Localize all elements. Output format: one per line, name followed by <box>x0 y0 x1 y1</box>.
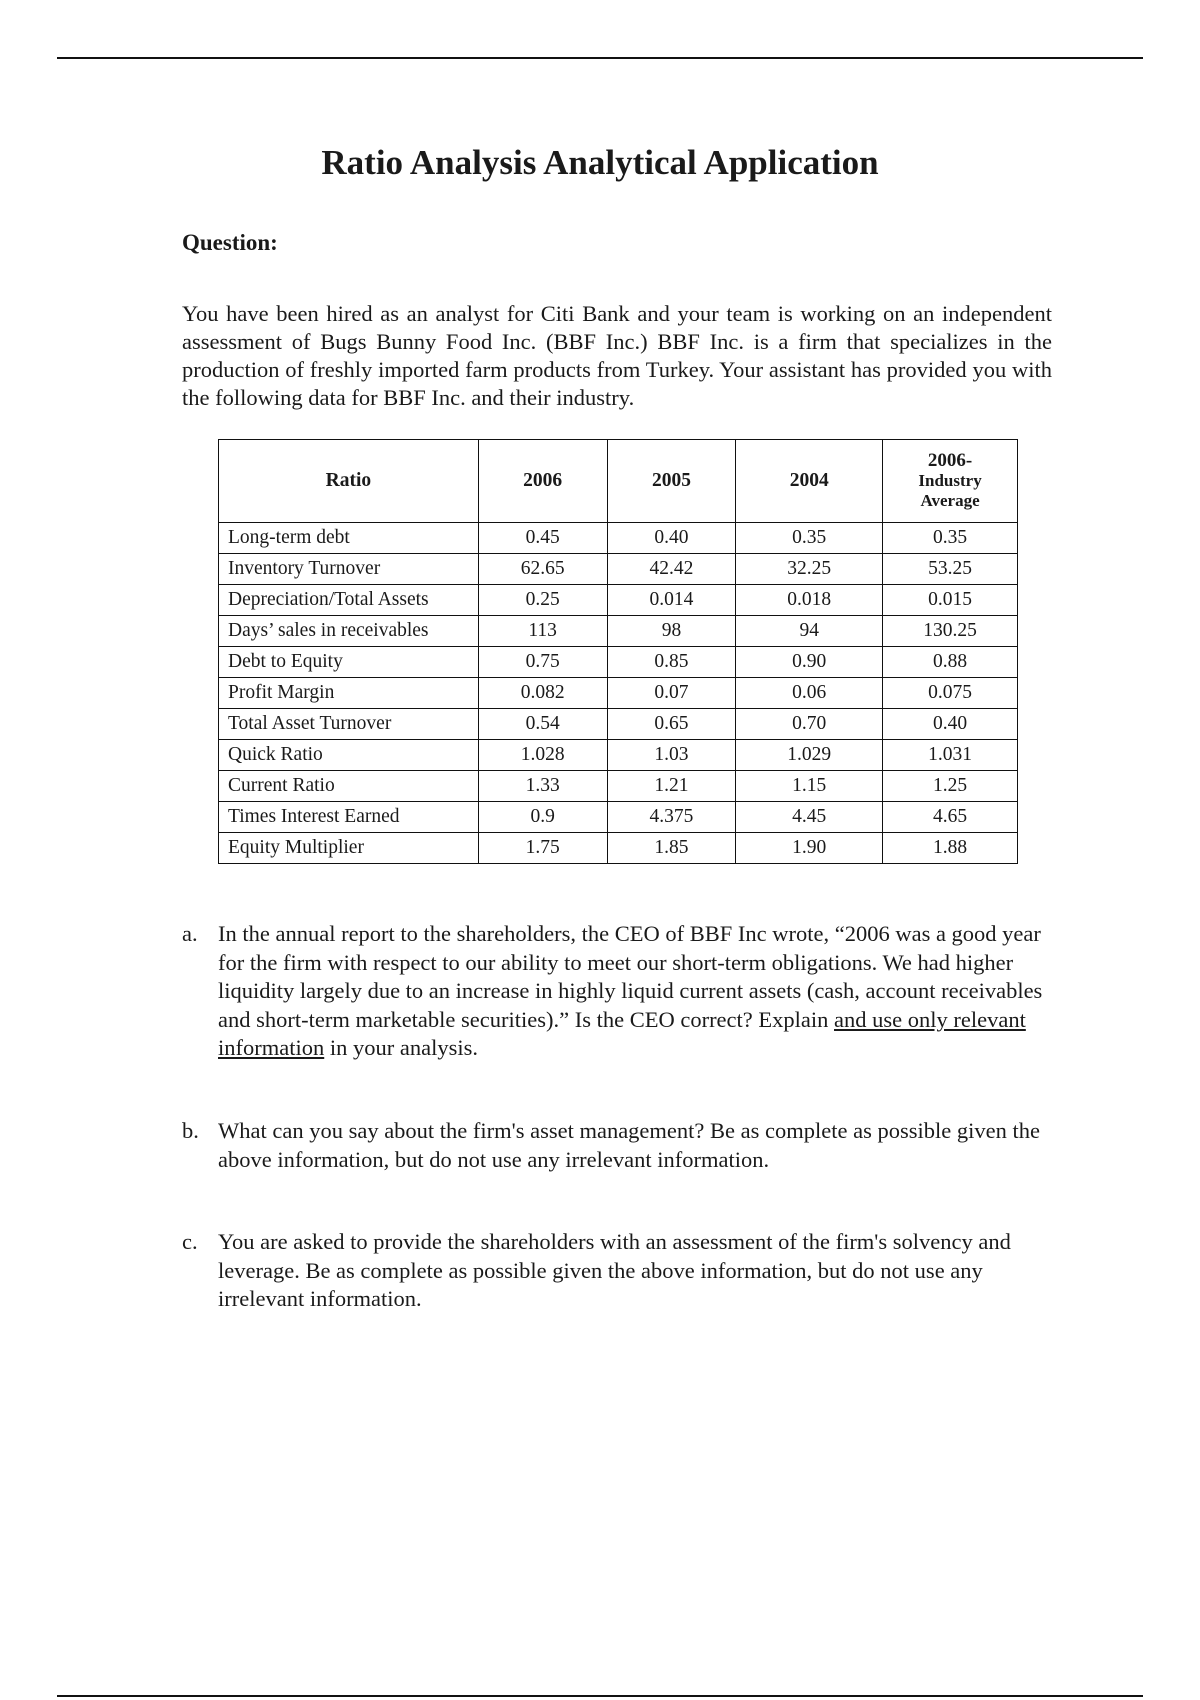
ratio-name-cell: Total Asset Turnover <box>219 709 479 740</box>
header-industry-line1: Industry <box>918 471 982 490</box>
ratio-value-v2006: 1.75 <box>478 833 607 864</box>
ratio-value-v2005: 0.65 <box>607 709 736 740</box>
page-title: Ratio Analysis Analytical Application <box>321 143 879 182</box>
ratio-value-v2006: 0.25 <box>478 585 607 616</box>
ratio-value-v2005: 42.42 <box>607 554 736 585</box>
ratio-value-v2006: 1.028 <box>478 740 607 771</box>
question-b-text: What can you say about the firm's asset management? Be as complete as possible given the above information, but do not use any irrelevant information. <box>218 1118 1040 1172</box>
question-c-text: You are asked to provide the shareholders with an assessment of the firm's solvency and leverage. Be as complete as possible given the above information, but do not use any irrelevant information. <box>218 1229 1011 1311</box>
header-2006: 2006 <box>478 440 607 523</box>
question-b <box>182 1117 1062 1174</box>
ratio-name-cell: Debt to Equity <box>219 647 479 678</box>
ratio-value-v2005: 1.03 <box>607 740 736 771</box>
table-row <box>219 771 1018 802</box>
ratio-value-v2004: 1.029 <box>736 740 883 771</box>
ratio-name-cell: Long-term debt <box>219 523 479 554</box>
ratio-value-industry: 1.88 <box>883 833 1018 864</box>
question-a-text-before: In the annual report to the shareholders, the CEO of BBF Inc wrote, “2006 was a good year for the firm with respect to our ability to meet our short-term obligations. We had higher liquidity largely due to an increase in highly liquid current assets (cash, account receivables and short-term marketable securities).” Is the CEO correct? Explain <box>218 921 1043 1032</box>
intro-paragraph: You have been hired as an analyst for Citi Bank and your team is working on an independent assessment of Bugs Bunny Food Inc. (BBF Inc.) BBF Inc. is a firm that specializes in the production of freshly imported farm products from Turkey. Your assistant has provided you with the following data for BBF Inc. and their industry. <box>182 301 1052 410</box>
header-ratio: Ratio <box>219 440 479 523</box>
table-row <box>219 802 1018 833</box>
ratio-value-v2005: 0.85 <box>607 647 736 678</box>
ratio-value-v2006: 0.75 <box>478 647 607 678</box>
ratio-value-v2004: 1.15 <box>736 771 883 802</box>
bottom-rule <box>57 1695 1143 1697</box>
table-header-row <box>219 440 1018 523</box>
ratio-value-v2005: 0.014 <box>607 585 736 616</box>
ratio-value-industry: 0.015 <box>883 585 1018 616</box>
header-2005: 2005 <box>607 440 736 523</box>
ratio-value-v2006: 0.082 <box>478 678 607 709</box>
header-industry-line2: Average <box>920 491 980 510</box>
ratio-value-v2005: 0.40 <box>607 523 736 554</box>
ratio-value-v2005: 1.85 <box>607 833 736 864</box>
ratio-value-v2004: 0.35 <box>736 523 883 554</box>
ratio-value-v2005: 1.21 <box>607 771 736 802</box>
ratio-name-cell: Equity Multiplier <box>219 833 479 864</box>
question-b-letter: b. <box>182 1118 199 1143</box>
question-a-letter: a. <box>182 921 198 946</box>
ratio-value-v2004: 0.06 <box>736 678 883 709</box>
question-a <box>182 920 1062 1063</box>
ratio-name-cell: Current Ratio <box>219 771 479 802</box>
ratio-value-v2006: 1.33 <box>478 771 607 802</box>
table-row <box>219 740 1018 771</box>
question-c-letter: c. <box>182 1229 198 1254</box>
ratio-value-v2004: 0.018 <box>736 585 883 616</box>
ratio-value-industry: 1.031 <box>883 740 1018 771</box>
ratio-value-industry: 4.65 <box>883 802 1018 833</box>
ratio-name-cell: Profit Margin <box>219 678 479 709</box>
ratio-name-cell: Inventory Turnover <box>219 554 479 585</box>
ratio-value-v2004: 0.90 <box>736 647 883 678</box>
table-row <box>219 678 1018 709</box>
table-row <box>219 709 1018 740</box>
ratio-value-v2004: 32.25 <box>736 554 883 585</box>
question-a-underlined: and use only relevant information <box>218 1006 1026 1060</box>
ratio-value-v2005: 4.375 <box>607 802 736 833</box>
header-industry-average <box>883 440 1018 523</box>
ratio-value-v2006: 62.65 <box>478 554 607 585</box>
table-row <box>219 616 1018 647</box>
ratio-value-industry: 1.25 <box>883 771 1018 802</box>
ratio-value-industry: 0.35 <box>883 523 1018 554</box>
ratio-value-v2005: 0.07 <box>607 678 736 709</box>
ratio-value-v2006: 0.54 <box>478 709 607 740</box>
table-row <box>219 647 1018 678</box>
ratio-name-cell: Depreciation/Total Assets <box>219 585 479 616</box>
ratio-value-v2004: 0.70 <box>736 709 883 740</box>
ratio-value-industry: 130.25 <box>883 616 1018 647</box>
header-industry-year: 2006- <box>927 450 973 471</box>
table-row <box>219 523 1018 554</box>
ratio-table <box>218 439 1018 864</box>
table-row <box>219 585 1018 616</box>
ratio-value-industry: 0.88 <box>883 647 1018 678</box>
ratio-value-v2004: 1.90 <box>736 833 883 864</box>
table-row <box>219 554 1018 585</box>
question-c <box>182 1228 1062 1314</box>
ratio-name-cell: Times Interest Earned <box>219 802 479 833</box>
ratio-value-v2005: 98 <box>607 616 736 647</box>
question-a-text <box>218 920 1062 1063</box>
table-body <box>219 523 1018 864</box>
ratio-value-v2004: 4.45 <box>736 802 883 833</box>
ratio-value-v2006: 0.9 <box>478 802 607 833</box>
ratio-value-v2004: 94 <box>736 616 883 647</box>
ratio-value-v2006: 113 <box>478 616 607 647</box>
ratio-value-industry: 0.075 <box>883 678 1018 709</box>
table-row <box>219 833 1018 864</box>
question-a-text-after: in your analysis. <box>324 1035 478 1060</box>
ratio-value-industry: 53.25 <box>883 554 1018 585</box>
question-label: Question: <box>182 230 278 255</box>
ratio-value-v2006: 0.45 <box>478 523 607 554</box>
ratio-name-cell: Quick Ratio <box>219 740 479 771</box>
ratio-value-industry: 0.40 <box>883 709 1018 740</box>
header-2004: 2004 <box>736 440 883 523</box>
ratio-name-cell: Days’ sales in receivables <box>219 616 479 647</box>
top-rule <box>57 57 1143 59</box>
